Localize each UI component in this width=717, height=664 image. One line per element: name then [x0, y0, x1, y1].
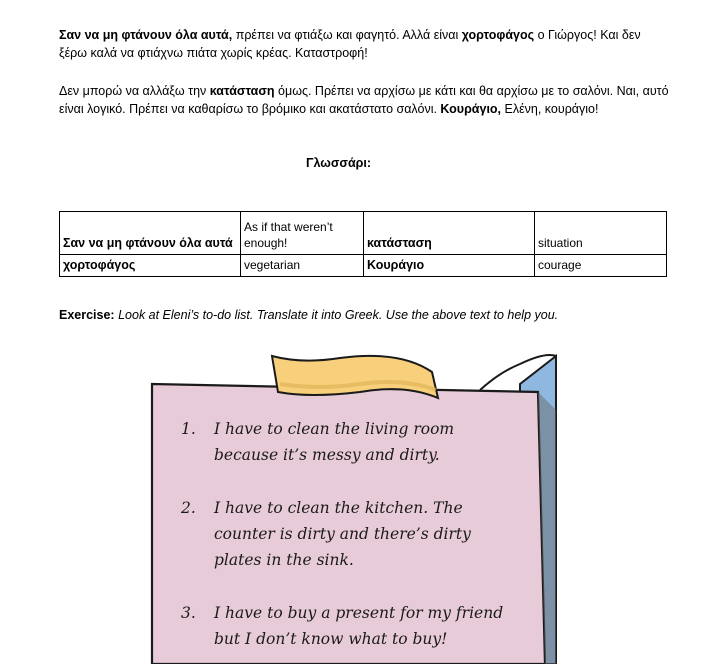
glossary-translation: vegetarian: [241, 255, 364, 277]
paragraph-text: όμως. Πρέπει να αρχίσω με κάτι και θα αρχίσω με το σαλόνι. Ναι, αυτό είναι λογικό. Πρέπει να καθαρίσω το βρόμικο και ακατάστατο σαλόνι.: [59, 84, 669, 116]
item-number: 2.: [181, 499, 196, 517]
exercise-label: Exercise:: [59, 308, 115, 322]
paragraph-text: πρέπει να φτιάξω και φαγητό. Αλλά είναι: [232, 28, 462, 42]
paragraph-text: Δεν μπορώ να αλλάξω την: [59, 84, 210, 98]
paragraph-text: ο Γιώργος! Και δεν ξέρω καλά να φτιάχνω πιάτα χωρίς κρέας. Καταστροφή!: [59, 28, 641, 60]
glossary-term: κατάσταση: [364, 212, 535, 255]
glossary-translation: As if that weren’t enough!: [241, 212, 364, 255]
glossary-term: Σαν να μη φτάνουν όλα αυτά: [60, 212, 241, 255]
glossary-translation: courage: [535, 255, 667, 277]
item-number: 3.: [181, 604, 196, 622]
glossary-title: Γλωσσάρι:: [305, 156, 372, 170]
item-text: I have to buy a present for my friend but I don’t know what to buy!: [214, 604, 504, 648]
glossary-translation: situation: [535, 212, 667, 255]
item-text: I have to clean the living room because it’s messy and dirty.: [214, 420, 455, 464]
phrase-bold: χορτοφάγος: [461, 28, 535, 42]
glossary-term: χορτοφάγος: [60, 255, 241, 277]
exercise-text: Look at Eleni’s to-do list. Translate it into Greek. Use the above text to help you.: [114, 308, 559, 322]
item-text: I have to clean the kitchen. The counter is dirty and there’s dirty plates in the sink.: [214, 499, 471, 569]
phrase-bold: Κουράγιο,: [440, 102, 502, 116]
phrase-bold: κατάσταση: [209, 84, 275, 98]
item-number: 1.: [181, 420, 196, 438]
glossary-term: Κουράγιο: [364, 255, 535, 277]
tape-shape: [272, 356, 438, 398]
paragraph-text: Ελένη, κουράγιο!: [501, 102, 599, 116]
phrase-bold: Σαν να μη φτάνουν όλα αυτά,: [59, 28, 233, 42]
